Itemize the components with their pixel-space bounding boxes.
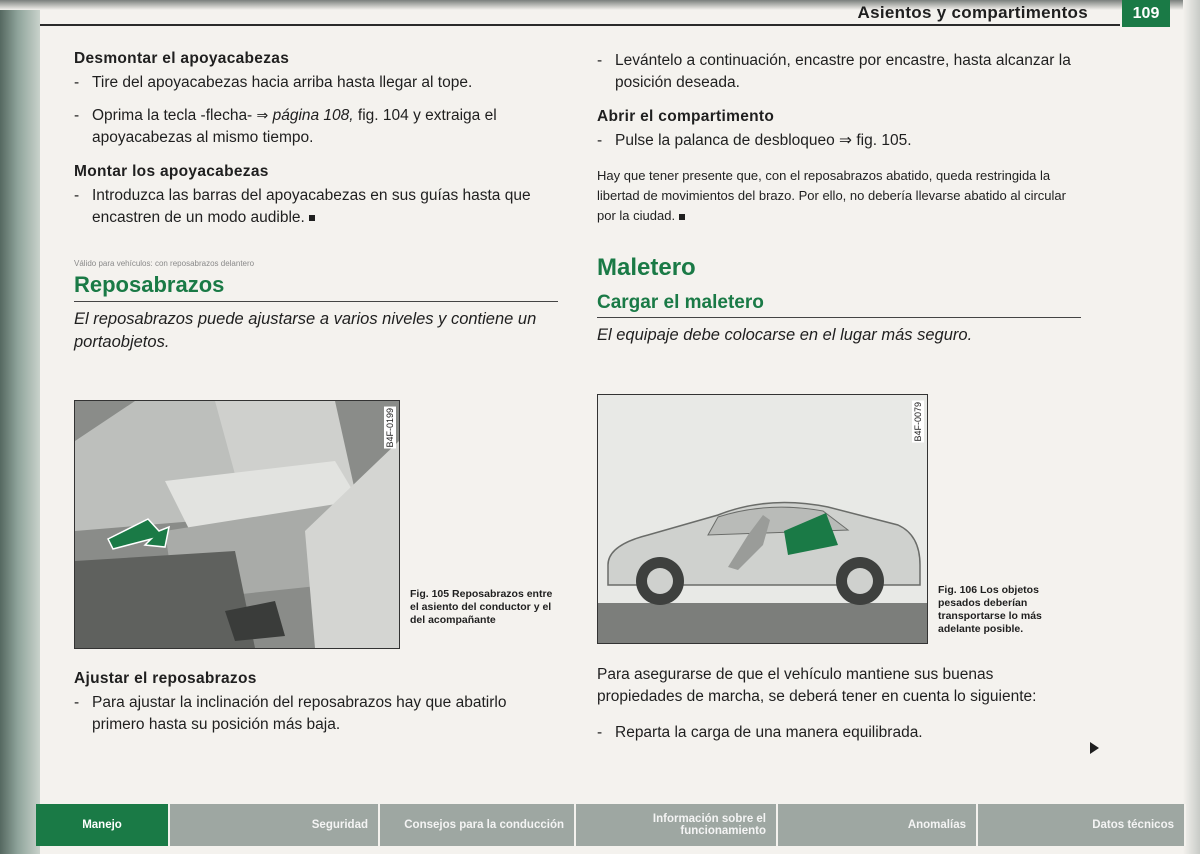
right-column-bottom (597, 664, 1081, 754)
chapter-title: Asientos y compartimentos (857, 3, 1088, 22)
tab-datos-tecnicos[interactable]: Datos técnicos (978, 804, 1186, 846)
tab-seguridad[interactable]: Seguridad (170, 804, 380, 846)
left-column-bottom (74, 670, 558, 746)
figure-code-106: B4F-0079 (913, 402, 923, 442)
intro-maletero: El equipaje debe colocarse en el lugar más seguro. (597, 326, 973, 344)
tab-manejo[interactable]: Manejo (36, 804, 170, 846)
figure-code-105: B4F-0199 (385, 408, 395, 448)
figure-106-caption: Fig. 106 Los objetos pesados deberían transportarse lo más adelante posible. (938, 584, 1042, 635)
note-armrest: Hay que tener presente que, con el reposabrazos abatido, queda restringida la libertad de movimientos del brazo. Por ello, no debería llevarse abatido al circular por la ciudad. (597, 168, 1066, 223)
ref-arrow-icon: ⇒ (256, 107, 269, 123)
validity-note: Válido para vehículos: con reposabrazos delantero (74, 259, 255, 268)
step-reparta: - Reparta la carga de una manera equilibrada. (597, 724, 923, 741)
step-desmontar-1: - Tire del apoyacabezas hacia arriba hasta llegar al tope. (74, 74, 473, 91)
step-levantelo: - Levántelo a continuación, encastre por encastre, hasta alcanzar la posición deseada. (597, 52, 1071, 91)
tab-anomalias[interactable]: Anomalías (778, 804, 978, 846)
heading-desmontar: Desmontar el apoyacabezas (74, 50, 290, 67)
car-loading-illustration (598, 395, 927, 643)
step-montar-1: - Introduzca las barras del apoyacabezas en sus guías hasta que encastren de un modo audible. (74, 187, 531, 226)
figure-trunk-image (597, 394, 928, 644)
triangle-right-icon[interactable] (1090, 742, 1099, 754)
footer-nav (36, 804, 1186, 846)
section-title-maletero: Maletero (597, 254, 696, 281)
armrest-illustration (75, 401, 399, 648)
heading-montar: Montar los apoyacabezas (74, 163, 269, 180)
page-number: 109 (1122, 0, 1170, 27)
page-binding-edge (0, 0, 40, 854)
page-reference-link[interactable]: página 108, (272, 107, 354, 124)
subtitle-cargar-maletero: Cargar el maletero (597, 292, 1081, 318)
figure-105-caption: Fig. 105 Reposabrazos entre el asiento del conductor y el del acompañante (410, 588, 553, 626)
figure-armrest-image (74, 400, 400, 649)
step-ajustar-1: - Para ajustar la inclinación del reposabrazos hay que abatirlo primero hasta su posición más baja. (74, 694, 507, 733)
square-end-icon (309, 215, 315, 221)
heading-abrir: Abrir el compartimento (597, 108, 775, 125)
left-column (74, 50, 558, 354)
page-edge (1183, 0, 1200, 854)
step-desmontar-2: - Oprima la tecla -flecha- ⇒ página 108, fig. 104 y extraiga el apoyacabezas al mismo tiempo. (74, 107, 497, 146)
square-end-icon (679, 214, 685, 220)
tab-consejos[interactable]: Consejos para la conducción (380, 804, 576, 846)
heading-ajustar: Ajustar el reposabrazos (74, 670, 257, 687)
intro-reposabrazos: El reposabrazos puede ajustarse a varios niveles y contiene un portaobjetos. (74, 310, 537, 351)
header-rule (40, 24, 1120, 26)
right-column (597, 50, 1081, 347)
section-title-reposabrazos: Reposabrazos (74, 272, 558, 302)
para-propiedades: Para asegurarse de que el vehículo mantiene sus buenas propiedades de marcha, se deberá tener en cuenta lo siguiente: (597, 666, 1037, 705)
step-abrir-1: - Pulse la palanca de desbloqueo ⇒ fig. 105. (597, 132, 912, 149)
tab-informacion[interactable]: Información sobre el funcionamiento (576, 804, 778, 846)
